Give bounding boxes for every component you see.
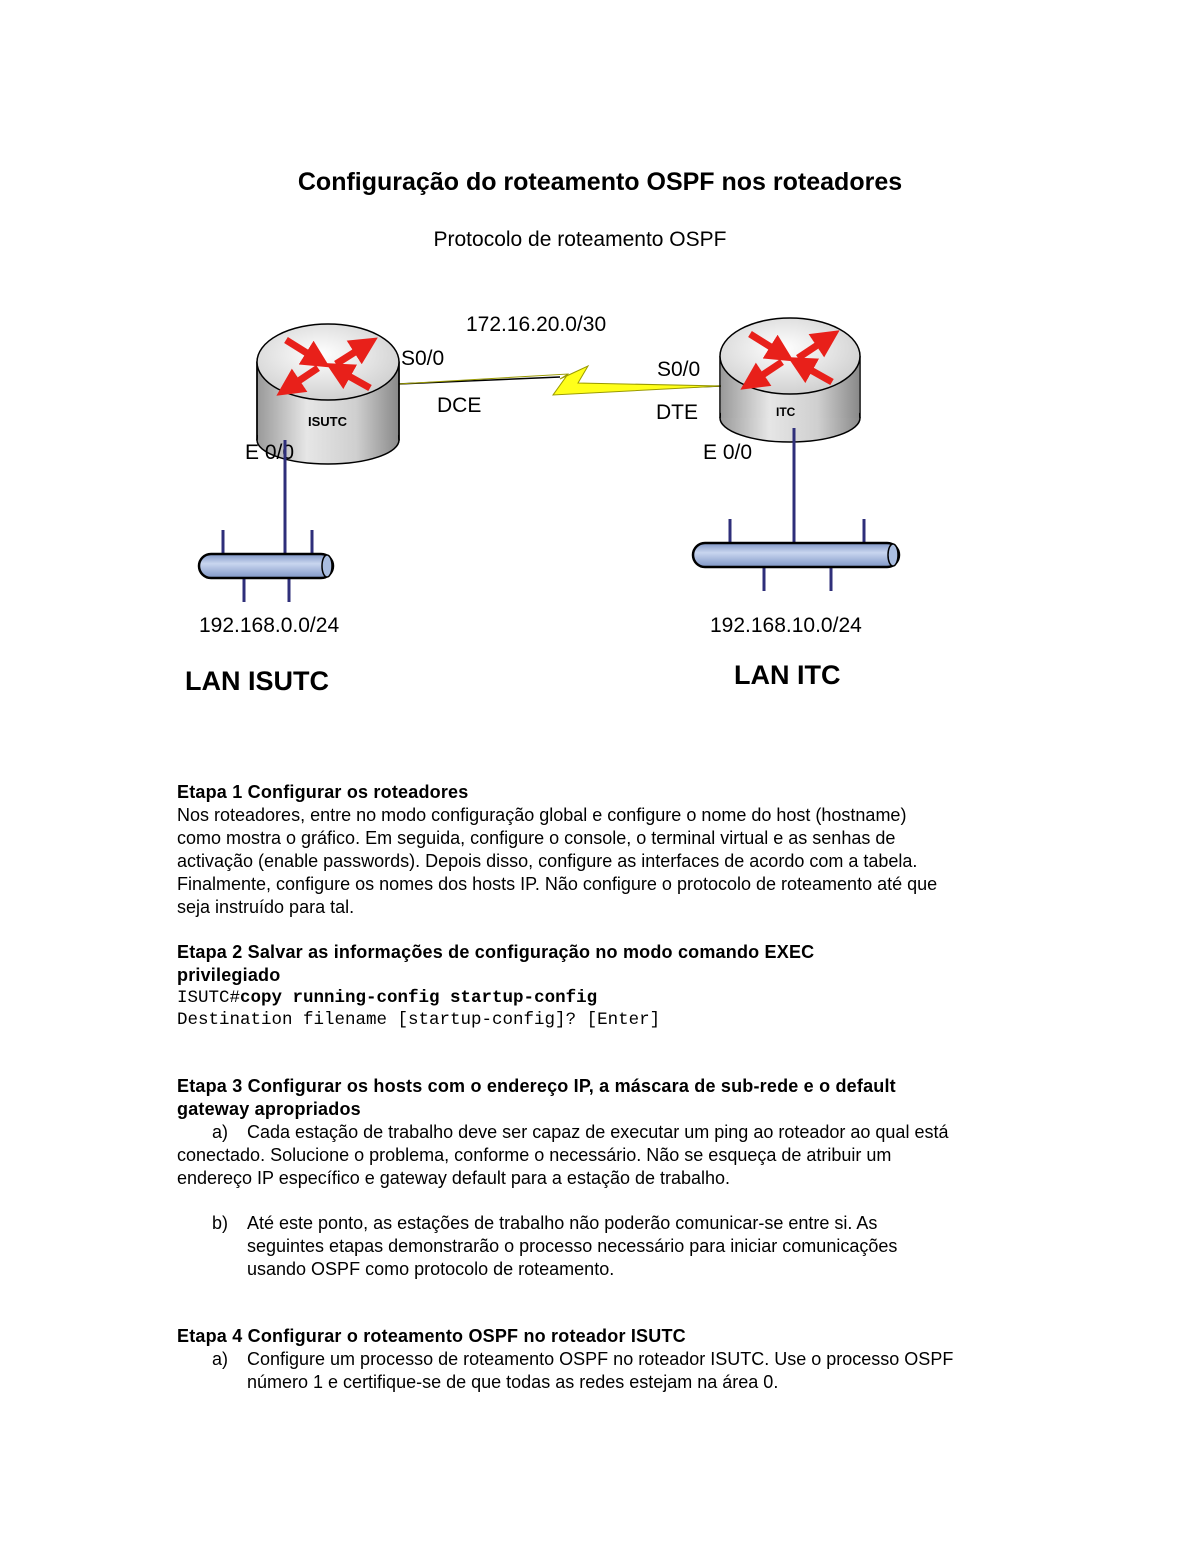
lan-isutc-label: LAN ISUTC (185, 666, 329, 696)
step3-item-a-line: conectado. Solucione o problema, conforme o necessário. Não se esqueça de atribuir um (177, 1145, 892, 1165)
step3-item-b-label: b) (211, 1213, 228, 1233)
cli-prompt: ISUTC# (177, 988, 241, 1008)
cli-output: Destination filename [startup-config]? [Enter] (177, 1010, 661, 1030)
step3-item-b-line: usando OSPF como protocolo de roteamento. (247, 1259, 615, 1279)
page-title: Configuração do roteamento OSPF nos roteadores (297, 168, 903, 196)
isutc-ethernet-label: E 0/0 (245, 441, 295, 464)
step1-line: como mostra o gráfico. Em seguida, configure o console, o terminal virtual e as senhas de (177, 828, 896, 848)
step4-item-a-line: número 1 e certifique-se de que todas as redes estejam na área 0. (247, 1372, 779, 1392)
router-itc (720, 318, 860, 442)
step3-item-a (177, 1121, 1057, 1144)
router-itc-name: ITC (776, 405, 796, 419)
step4-heading: Etapa 4 Configurar o roteamento OSPF no roteador ISUTC (177, 1326, 686, 1346)
step3-item-a-label: a) (211, 1122, 228, 1142)
isutc-serial-label: S0/0 (401, 347, 445, 370)
step1-heading: Etapa 1 Configurar os roteadores (177, 782, 469, 802)
step1-line: activação (enable passwords). Depois disso, configure as interfaces de acordo com a tabela. (177, 851, 918, 871)
step4-item-a-label: a) (211, 1349, 228, 1369)
cli-command-text: copy running-config startup-config (240, 988, 598, 1008)
step3-heading: Etapa 3 Configurar os hosts com o endereço IP, a máscara de sub-rede e o default (177, 1076, 896, 1096)
page-subtitle: Protocolo de roteamento OSPF (433, 228, 727, 251)
step4-item-a-line: Configure um processo de roteamento OSPF no roteador ISUTC. Use o processo OSPF (247, 1349, 954, 1369)
step3-item-a-line: endereço IP específico e gateway default para a estação de trabalho. (177, 1168, 731, 1188)
cli-command (177, 987, 1057, 1009)
lan-isutc-segment (199, 440, 333, 602)
step1-line: Finalmente, configure os nomes dos hosts IP. Não configure o protocolo de roteamento até que (177, 874, 938, 894)
step3-item-b-line: Até este ponto, as estações de trabalho não poderão comunicar-se entre si. As (247, 1213, 878, 1233)
step3-heading-cont: gateway apropriados (177, 1099, 361, 1119)
lan-itc-network: 192.168.10.0/24 (710, 614, 862, 637)
lan-itc-label: LAN ITC (734, 660, 841, 690)
step2-heading: Etapa 2 Salvar as informações de configuração no modo comando EXEC (177, 942, 815, 962)
step1-line: seja instruído para tal. (177, 897, 355, 917)
itc-dte-label: DTE (656, 401, 698, 424)
isutc-dce-label: DCE (437, 394, 482, 417)
step2-heading-cont: privilegiado (177, 965, 281, 985)
router-isutc-name: ISUTC (308, 414, 347, 429)
link-network-label: 172.16.20.0/30 (466, 313, 607, 336)
network-diagram (0, 290, 1200, 730)
step3-item-b (177, 1212, 1057, 1281)
step1-line: Nos roteadores, entre no modo configuração global e configure o nome do host (hostname) (177, 805, 907, 825)
step4-item-a (177, 1348, 1057, 1394)
itc-serial-label: S0/0 (657, 358, 701, 381)
step3-item-b-line: seguintes etapas demonstrarão o processo necessário para iniciar comunicações (247, 1236, 898, 1256)
itc-ethernet-label: E 0/0 (703, 441, 753, 464)
instructions (177, 781, 1057, 1394)
lan-isutc-network: 192.168.0.0/24 (199, 614, 340, 637)
step3-item-a-line: Cada estação de trabalho deve ser capaz de executar um ping ao roteador ao qual está (247, 1122, 949, 1142)
